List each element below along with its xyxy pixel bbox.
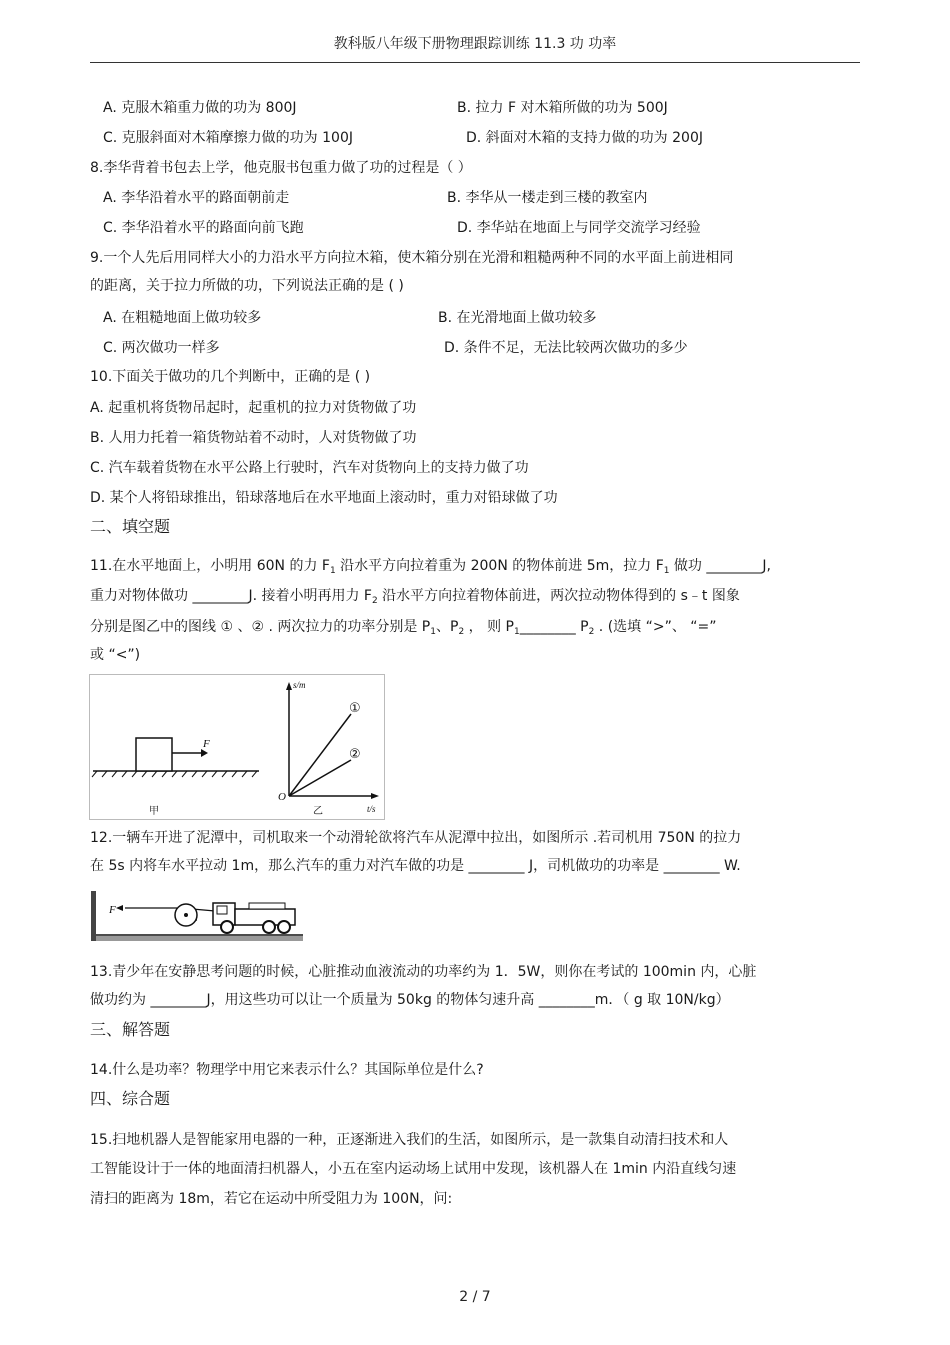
- header-rule: [90, 62, 860, 63]
- q9-option-a: A. 在粗糙地面上做功较多: [103, 310, 262, 326]
- q9-option-c: C. 两次做功一样多: [103, 340, 220, 356]
- y-axis-label: s/m: [293, 680, 306, 690]
- q8-option-a: A. 李华沿着水平的路面朝前走: [103, 190, 290, 206]
- q10-option-d: D. 某个人将铅球推出，铅球落地后在水平地面上滚动时，重力对铅球做了功: [90, 490, 558, 506]
- q8-stem: 8.李华背着书包去上学，他克服书包重力做了功的过程是（ ）: [90, 160, 472, 176]
- q15-line3: 清扫的距离为 18m，若它在运动中所受阻力为 100N，问:: [90, 1191, 453, 1207]
- q9-option-d: D. 条件不足，无法比较两次做功的多少: [444, 340, 688, 356]
- x-axis-arrow: [371, 793, 379, 799]
- ground-fill: [96, 936, 303, 941]
- q8-option-d: D. 李华站在地面上与同学交流学习经验: [457, 220, 701, 236]
- q7-option-b: B. 拉力 F 对木箱所做的功为 500J: [457, 100, 668, 116]
- section-heading-fill-in: 二、填空题: [90, 517, 171, 536]
- q11-line2: 重力对物体做功 ________J. 接着小明再用力 $F_2$ 沿水平方向拉着物体前进，两次拉动物体得到的 s﹣t 图象: [90, 588, 740, 606]
- q9-option-b: B. 在光滑地面上做功较多: [438, 310, 597, 326]
- q7-option-a: A. 克服木箱重力做的功为 800J: [103, 100, 297, 116]
- origin-label: O: [278, 791, 286, 803]
- q11-line3: 分别是图乙中的图线 ① 、② . 两次拉力的功率分别是 $P_1$、$P_2$ ， 则 $P_1\_\_\_\_\_\_\_\_$ $P_2$ . (选填 “>”、 “=”: [90, 619, 717, 637]
- truck-window: [217, 906, 227, 914]
- fig-jia-block-diagram: [92, 738, 259, 817]
- truck-cargo: [249, 903, 285, 909]
- q13-line2: 做功约为 ________J，用这些功可以让一个质量为 50kg 的物体匀速升高 ________m．（ g 取 10N/kg）: [90, 992, 730, 1008]
- line-1-label: ①: [349, 701, 361, 716]
- page-number: 2 / 7: [459, 1289, 491, 1305]
- q10-stem: 10.下面关于做功的几个判断中，正确的是 ( ): [90, 369, 371, 385]
- graph-line-1: [289, 714, 351, 796]
- q8-option-c: C. 李华沿着水平的路面向前飞跑: [103, 220, 304, 236]
- graph-line-2: [289, 760, 351, 796]
- force-arrow-head: [116, 905, 123, 911]
- q11-line4: 或 “<”): [90, 647, 141, 663]
- wall: [91, 891, 96, 941]
- y-axis-arrow: [286, 682, 292, 690]
- force-arrow-head: [201, 749, 208, 757]
- q13-line1: 13.青少年在安静思考问题的时候，心脏推动血液流动的功率约为 1．5W，则你在考试的 100min 内，心脏: [90, 964, 757, 980]
- q10-option-a: A. 起重机将货物吊起时，起重机的拉力对货物做了功: [90, 400, 417, 416]
- page-header: 教科版八年级下册物理跟踪训练 11.3 功 功率: [333, 36, 617, 52]
- force-label: F: [203, 738, 210, 750]
- fig-yi-st-graph: [278, 680, 379, 817]
- q9-stem-line1: 9.一个人先后用同样大小的力沿水平方向拉木箱，使木箱分别在光滑和粗糙两种不同的水平面上前进相同: [90, 250, 734, 266]
- box-block: [136, 738, 172, 771]
- q12-line2: 在 5s 内将车水平拉动 1m，那么汽车的重力对汽车做的功是 ________ J，司机做功的功率是 ________ W.: [90, 858, 741, 874]
- q12-figure: [89, 889, 309, 945]
- caption-yi: 乙: [313, 806, 323, 817]
- q11-figure: [89, 674, 385, 820]
- q15-line2: 工智能设计于一体的地面清扫机器人，小五在室内运动场上试用中发现，该机器人在 1min 内沿直线匀速: [90, 1161, 737, 1177]
- q12-line1: 12.一辆车开进了泥潭中，司机取来一个动滑轮欲将汽车从泥潭中拉出，如图所示 .若司机用 750N 的拉力: [90, 830, 742, 846]
- q9-stem-line2: 的距离，关于拉力所做的功，下列说法正确的是 ( ): [90, 278, 404, 294]
- force-label: F: [109, 904, 116, 916]
- caption-jia: 甲: [149, 806, 159, 817]
- x-axis-label: t/s: [367, 804, 376, 814]
- q8-option-b: B. 李华从一楼走到三楼的教室内: [447, 190, 648, 206]
- q10-option-b: B. 人用力托着一箱货物站着不动时，人对货物做了功: [90, 430, 417, 446]
- ground-hatching: [92, 771, 257, 777]
- figure-border: [90, 675, 385, 820]
- q11-line1: 11.在水平地面上，小明用 60N 的力 $F_1$ 沿水平方向拉着重为 200N 的物体前进 5m，拉力 $F_1$ 做功 ________J,: [90, 558, 771, 576]
- pulley-axle: [184, 913, 188, 917]
- q15-line1: 15.扫地机器人是智能家用电器的一种，正逐渐进入我们的生活，如图所示，是一款集自动清扫技术和人: [90, 1132, 729, 1148]
- q7-option-d: D. 斜面对木箱的支持力做的功为 200J: [466, 130, 703, 146]
- line-2-label: ②: [349, 747, 361, 762]
- q10-option-c: C. 汽车载着货物在水平公路上行驶时，汽车对货物向上的支持力做了功: [90, 460, 529, 476]
- q14-line1: 14.什么是功率？物理学中用它来表示什么？其国际单位是什么?: [90, 1062, 484, 1078]
- truck-wheel-rear: [263, 921, 275, 933]
- truck-wheel-rear-2: [278, 921, 290, 933]
- truck: [213, 903, 295, 933]
- truck-wheel-front: [221, 921, 233, 933]
- section-heading-answer: 三、解答题: [90, 1020, 171, 1039]
- q7-option-c: C. 克服斜面对木箱摩擦力做的功为 100J: [103, 130, 353, 146]
- section-heading-comprehensive: 四、综合题: [90, 1089, 171, 1108]
